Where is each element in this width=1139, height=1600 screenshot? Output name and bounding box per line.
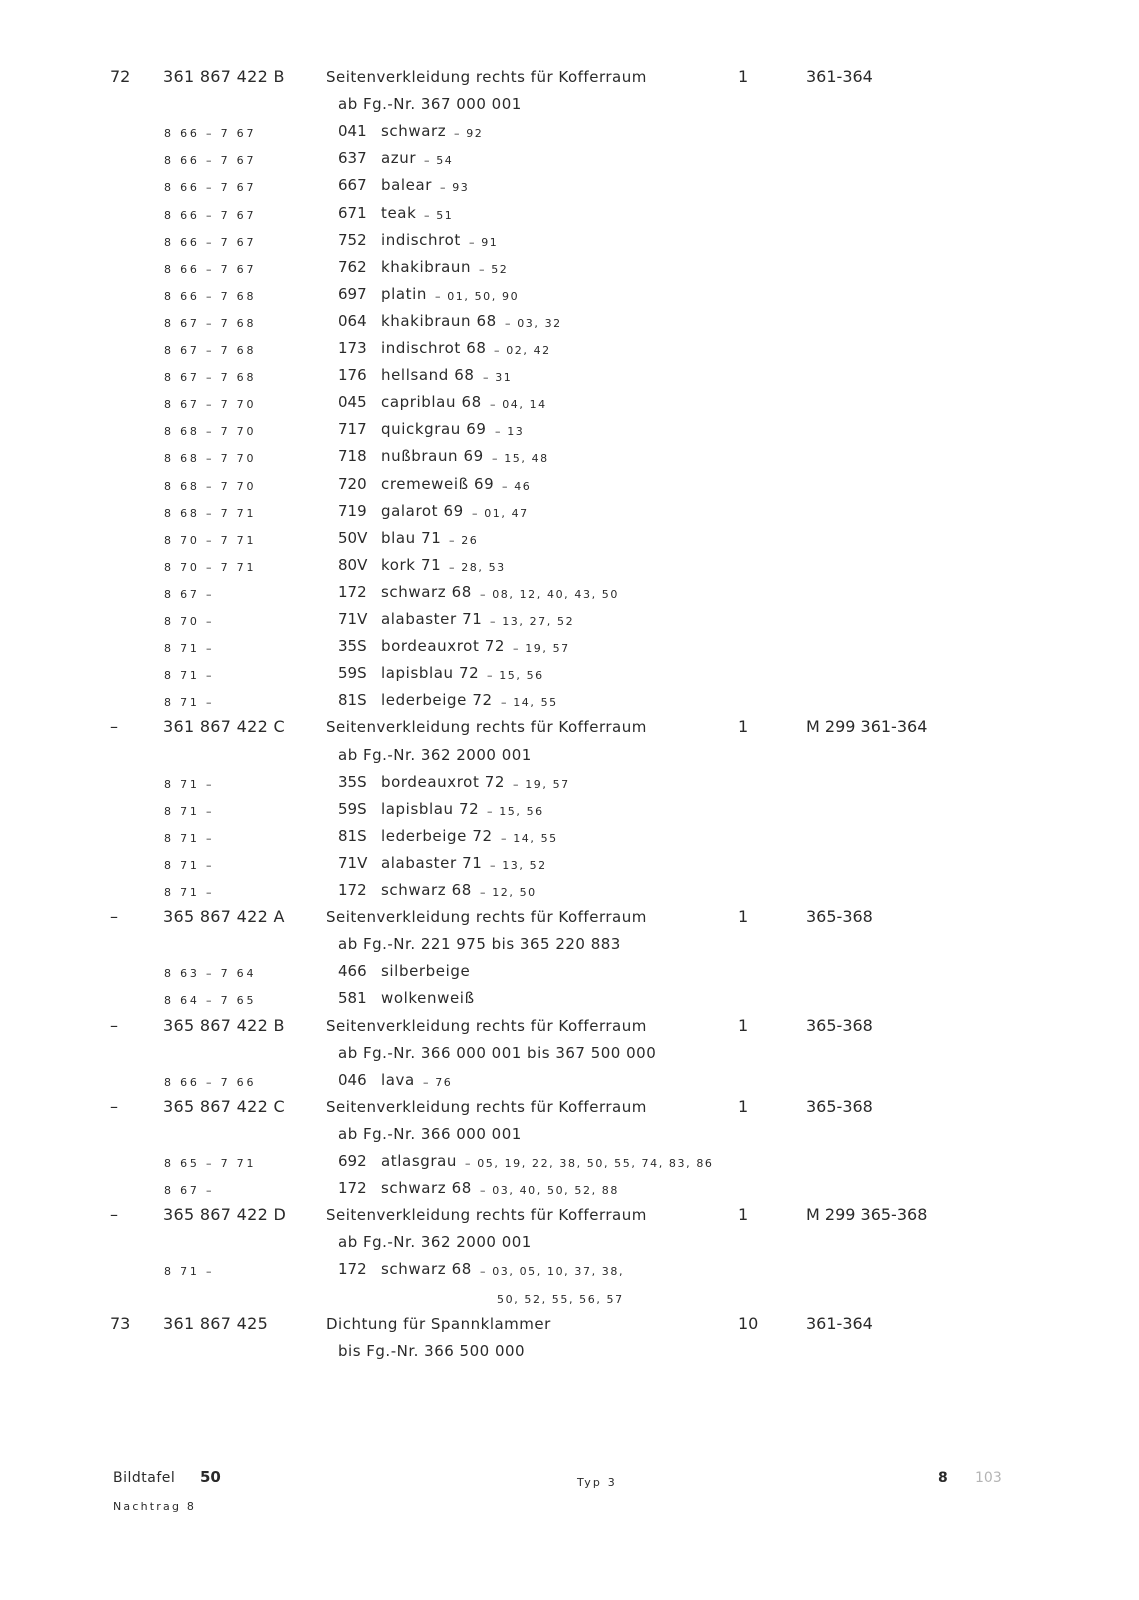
color-variant-row bbox=[0, 609, 1139, 636]
color-note: – 93 bbox=[440, 181, 470, 195]
chassis-range: ab Fg.-Nr. 366 000 001 bis 367 500 000 bbox=[338, 1043, 657, 1062]
illustration-number: – bbox=[110, 1205, 118, 1225]
color-variant-row bbox=[0, 690, 1139, 717]
color-variant-row bbox=[0, 988, 1139, 1015]
production-date-range: 8 67 – 7 68 bbox=[164, 316, 257, 330]
color-name: schwarz 68 bbox=[381, 881, 472, 899]
color-variant-row bbox=[0, 1151, 1139, 1178]
part-number: 365 867 422 D bbox=[163, 1205, 287, 1225]
supplement-number: 8 bbox=[938, 1470, 948, 1486]
color-name: silberbeige bbox=[381, 962, 471, 981]
color-code: 718 bbox=[338, 447, 367, 466]
color-name: lapisblau 72 bbox=[381, 799, 480, 818]
plate-number: 50 bbox=[200, 1468, 221, 1486]
color-variant-row bbox=[0, 148, 1139, 175]
part-description: Seitenverkleidung rechts für Kofferraum bbox=[326, 718, 647, 737]
production-date-range: 8 67 – 7 68 bbox=[164, 344, 257, 357]
color-name: lederbeige 72 bbox=[381, 826, 493, 845]
color-note-continuation: 50, 52, 55, 56, 57 bbox=[497, 1292, 624, 1306]
production-date-range: 8 68 – 7 70 bbox=[164, 452, 257, 466]
color-code: 719 bbox=[338, 501, 367, 520]
continuation-row bbox=[0, 1287, 1139, 1314]
color-variant-row bbox=[0, 121, 1139, 148]
color-note: – 13, 27, 52 bbox=[490, 615, 575, 628]
color-code: 35S bbox=[338, 637, 367, 656]
production-date-range: 8 66 – 7 67 bbox=[164, 154, 257, 168]
model-applicability: 365-368 bbox=[806, 1015, 873, 1035]
color-name: teak bbox=[381, 203, 417, 222]
color-variant-row bbox=[0, 1259, 1139, 1286]
chassis-range: ab Fg.-Nr. 221 975 bis 365 220 883 bbox=[338, 935, 621, 954]
part-row bbox=[0, 1016, 1139, 1043]
production-date-range: 8 67 – bbox=[164, 587, 215, 601]
chassis-range: bis Fg.-Nr. 366 500 000 bbox=[338, 1341, 526, 1360]
color-note: – 54 bbox=[424, 154, 454, 168]
color-code: 81S bbox=[338, 826, 367, 845]
chassis-range: ab Fg.-Nr. 366 000 001 bbox=[338, 1124, 522, 1143]
color-code: 59S bbox=[338, 664, 367, 683]
color-code: 637 bbox=[338, 149, 367, 168]
color-code: 045 bbox=[338, 393, 367, 412]
part-number: 361 867 422 B bbox=[163, 67, 285, 86]
production-date-range: 8 71 – bbox=[164, 642, 215, 656]
quantity: 10 bbox=[738, 1313, 759, 1333]
part-row bbox=[0, 1097, 1139, 1124]
color-note: – 13, 52 bbox=[490, 858, 547, 872]
color-note: – 12, 50 bbox=[480, 886, 537, 899]
color-variant-row bbox=[0, 175, 1139, 202]
production-date-range: 8 70 – 7 71 bbox=[164, 560, 257, 574]
color-name: nußbraun 69 bbox=[381, 447, 484, 466]
color-variant-row bbox=[0, 853, 1139, 880]
production-date-range: 8 71 – bbox=[164, 777, 215, 791]
chassis-range-row bbox=[0, 1232, 1139, 1259]
color-name: alabaster 71 bbox=[381, 853, 483, 872]
color-note: – 19, 57 bbox=[513, 777, 570, 791]
part-row bbox=[0, 1314, 1139, 1341]
production-date-range: 8 66 – 7 67 bbox=[164, 262, 257, 276]
color-code: 173 bbox=[338, 339, 367, 357]
production-date-range: 8 68 – 7 71 bbox=[164, 506, 257, 520]
production-date-range: 8 71 – bbox=[164, 831, 215, 845]
color-note: – 91 bbox=[469, 235, 499, 249]
color-variant-row bbox=[0, 826, 1139, 853]
part-number: 365 867 422 B bbox=[163, 1015, 285, 1035]
color-code: 692 bbox=[338, 1152, 367, 1170]
color-code: 35S bbox=[338, 772, 367, 791]
production-date-range: 8 66 – 7 67 bbox=[164, 181, 257, 195]
part-number: 365 867 422 A bbox=[163, 907, 285, 927]
part-description: Seitenverkleidung rechts für Kofferraum bbox=[326, 1016, 647, 1035]
color-code: 752 bbox=[338, 230, 367, 249]
color-code: 041 bbox=[338, 122, 367, 141]
color-name: lederbeige 72 bbox=[381, 691, 493, 710]
color-note: – 31 bbox=[483, 371, 513, 385]
color-note: – 02, 42 bbox=[494, 344, 551, 357]
color-code: 172 bbox=[338, 582, 367, 601]
part-description: Seitenverkleidung rechts für Kofferraum bbox=[326, 68, 647, 86]
color-note: – 05, 19, 22, 38, 50, 55, 74, 83, 86 bbox=[465, 1157, 714, 1170]
production-date-range: 8 65 – 7 71 bbox=[164, 1157, 257, 1170]
production-date-range: 8 66 – 7 68 bbox=[164, 289, 257, 303]
chassis-range-row bbox=[0, 1124, 1139, 1151]
color-code: 762 bbox=[338, 257, 367, 276]
color-variant-row bbox=[0, 582, 1139, 609]
illustration-number: 73 bbox=[110, 1313, 131, 1333]
color-name: schwarz bbox=[381, 122, 447, 141]
color-code: 172 bbox=[338, 1179, 367, 1198]
color-note: – 03, 32 bbox=[505, 316, 562, 330]
color-code: 172 bbox=[338, 1260, 367, 1279]
color-variant-row bbox=[0, 1070, 1139, 1097]
color-variant-row bbox=[0, 528, 1139, 555]
production-date-range: 8 66 – 7 67 bbox=[164, 208, 257, 222]
color-variant-row bbox=[0, 555, 1139, 582]
color-name: indischrot 68 bbox=[381, 339, 487, 357]
chassis-range: ab Fg.-Nr. 362 2000 001 bbox=[338, 745, 532, 764]
color-variant-row bbox=[0, 799, 1139, 826]
part-description: Seitenverkleidung rechts für Kofferraum bbox=[326, 1097, 647, 1116]
color-name: schwarz 68 bbox=[381, 1179, 472, 1198]
illustration-number: – bbox=[110, 1015, 118, 1035]
production-date-range: 8 71 – bbox=[164, 804, 215, 818]
part-number: 365 867 422 C bbox=[163, 1096, 285, 1116]
color-code: 71V bbox=[338, 853, 368, 872]
production-date-range: 8 70 – 7 71 bbox=[164, 533, 257, 547]
color-name: galarot 69 bbox=[381, 501, 464, 520]
color-variant-row bbox=[0, 663, 1139, 690]
color-code: 667 bbox=[338, 176, 367, 195]
color-code: 697 bbox=[338, 284, 367, 303]
color-code: 71V bbox=[338, 610, 368, 628]
color-code: 59S bbox=[338, 799, 367, 818]
part-description: Seitenverkleidung rechts für Kofferraum bbox=[326, 1206, 647, 1225]
color-name: schwarz 68 bbox=[381, 1260, 472, 1279]
color-variant-row bbox=[0, 961, 1139, 988]
color-name: khakibraun 68 bbox=[381, 311, 497, 330]
model-applicability: 365-368 bbox=[806, 1096, 873, 1116]
production-date-range: 8 63 – 7 64 bbox=[164, 967, 257, 981]
color-name: platin bbox=[381, 284, 428, 303]
page-footer bbox=[0, 1470, 1139, 1530]
page-number: 103 bbox=[975, 1470, 1002, 1486]
color-name: bordeauxrot 72 bbox=[381, 772, 506, 791]
production-date-range: 8 67 – 7 68 bbox=[164, 371, 257, 385]
color-note: – 04, 14 bbox=[490, 398, 547, 412]
color-variant-row bbox=[0, 392, 1139, 419]
color-code: 671 bbox=[338, 203, 367, 222]
model-applicability: M 299 361-364 bbox=[806, 717, 928, 737]
model-applicability: 361-364 bbox=[806, 1313, 873, 1333]
chassis-range: ab Fg.-Nr. 367 000 001 bbox=[338, 95, 522, 114]
production-date-range: 8 71 – bbox=[164, 669, 215, 683]
color-name: capriblau 68 bbox=[381, 393, 482, 412]
color-note: – 19, 57 bbox=[513, 642, 570, 656]
color-code: 466 bbox=[338, 962, 367, 981]
color-code: 717 bbox=[338, 420, 367, 439]
color-variant-row bbox=[0, 636, 1139, 663]
color-note: – 28, 53 bbox=[449, 560, 506, 574]
vehicle-type: Typ 3 bbox=[577, 1476, 617, 1489]
production-date-range: 8 71 – bbox=[164, 1265, 215, 1279]
production-date-range: 8 66 – 7 67 bbox=[164, 127, 257, 141]
color-note: – 52 bbox=[479, 262, 509, 276]
color-note: – 15, 48 bbox=[492, 452, 549, 466]
quantity: 1 bbox=[738, 1015, 749, 1035]
color-note: – 08, 12, 40, 43, 50 bbox=[480, 587, 619, 601]
color-name: quickgrau 69 bbox=[381, 420, 487, 439]
color-note: – 15, 56 bbox=[487, 669, 544, 683]
quantity: 1 bbox=[738, 1096, 749, 1116]
color-variant-row bbox=[0, 230, 1139, 257]
color-note: – 03, 40, 50, 52, 88 bbox=[480, 1184, 619, 1198]
quantity: 1 bbox=[738, 67, 749, 86]
color-code: 50V bbox=[338, 528, 368, 547]
part-number: 361 867 422 C bbox=[163, 717, 285, 737]
quantity: 1 bbox=[738, 717, 749, 737]
color-variant-row bbox=[0, 772, 1139, 799]
color-name: blau 71 bbox=[381, 528, 442, 547]
color-variant-row bbox=[0, 501, 1139, 528]
color-variant-row bbox=[0, 446, 1139, 473]
plate-label: Bildtafel bbox=[113, 1470, 176, 1486]
color-note: – 46 bbox=[502, 479, 532, 493]
illustration-number: – bbox=[110, 1096, 118, 1116]
color-note: – 03, 05, 10, 37, 38, bbox=[480, 1265, 625, 1279]
color-note: – 26 bbox=[449, 533, 479, 547]
part-row bbox=[0, 67, 1139, 94]
color-code: 046 bbox=[338, 1070, 367, 1089]
part-row bbox=[0, 717, 1139, 744]
color-note: – 14, 55 bbox=[501, 831, 558, 845]
production-date-range: 8 68 – 7 70 bbox=[164, 425, 257, 439]
color-name: indischrot bbox=[381, 230, 461, 249]
color-code: 720 bbox=[338, 474, 367, 493]
color-note: – 15, 56 bbox=[487, 804, 544, 818]
illustration-number: 72 bbox=[110, 67, 131, 86]
color-code: 581 bbox=[338, 989, 367, 1008]
model-applicability: 365-368 bbox=[806, 907, 873, 927]
production-date-range: 8 67 – bbox=[164, 1184, 215, 1198]
color-note: – 01, 50, 90 bbox=[435, 289, 520, 303]
color-note: – 14, 55 bbox=[501, 696, 558, 710]
color-code: 81S bbox=[338, 691, 367, 710]
color-code: 172 bbox=[338, 881, 367, 899]
color-variant-row bbox=[0, 338, 1139, 365]
production-date-range: 8 71 – bbox=[164, 696, 215, 710]
production-date-range: 8 67 – 7 70 bbox=[164, 398, 257, 412]
part-row bbox=[0, 1205, 1139, 1232]
color-note: – 13 bbox=[495, 425, 525, 439]
color-variant-row bbox=[0, 880, 1139, 907]
color-name: azur bbox=[381, 149, 417, 168]
color-variant-row bbox=[0, 311, 1139, 338]
production-date-range: 8 70 – bbox=[164, 615, 215, 628]
color-name: cremeweiß 69 bbox=[381, 474, 495, 493]
production-date-range: 8 71 – bbox=[164, 886, 215, 899]
part-number: 361 867 425 bbox=[163, 1313, 269, 1333]
supplement-label: Nachtrag 8 bbox=[113, 1500, 197, 1513]
color-variant-row bbox=[0, 284, 1139, 311]
color-code: 80V bbox=[338, 555, 368, 574]
color-code: 064 bbox=[338, 311, 367, 330]
color-variant-row bbox=[0, 419, 1139, 446]
color-name: schwarz 68 bbox=[381, 582, 472, 601]
chassis-range-row bbox=[0, 934, 1139, 961]
color-variant-row bbox=[0, 203, 1139, 230]
color-name: balear bbox=[381, 176, 433, 195]
chassis-range-row bbox=[0, 1341, 1139, 1368]
color-variant-row bbox=[0, 474, 1139, 501]
color-code: 176 bbox=[338, 366, 367, 385]
illustration-number: – bbox=[110, 717, 118, 737]
color-variant-row bbox=[0, 257, 1139, 284]
color-variant-row bbox=[0, 1178, 1139, 1205]
color-name: atlasgrau bbox=[381, 1152, 458, 1170]
model-applicability: M 299 365-368 bbox=[806, 1205, 928, 1225]
color-variant-row bbox=[0, 365, 1139, 392]
color-name: lava bbox=[381, 1070, 415, 1089]
production-date-range: 8 64 – 7 65 bbox=[164, 994, 257, 1008]
color-name: wolkenweiß bbox=[381, 989, 475, 1008]
production-date-range: 8 68 – 7 70 bbox=[164, 479, 257, 493]
color-note: – 51 bbox=[424, 208, 454, 222]
color-name: hellsand 68 bbox=[381, 366, 475, 385]
color-note: – 01, 47 bbox=[472, 506, 529, 520]
part-row bbox=[0, 907, 1139, 934]
color-name: bordeauxrot 72 bbox=[381, 637, 506, 656]
chassis-range: ab Fg.-Nr. 362 2000 001 bbox=[338, 1233, 532, 1252]
quantity: 1 bbox=[738, 907, 749, 927]
chassis-range-row bbox=[0, 1043, 1139, 1070]
color-name: khakibraun bbox=[381, 257, 472, 276]
quantity: 1 bbox=[738, 1205, 749, 1225]
color-note: – 92 bbox=[454, 127, 484, 141]
chassis-range-row bbox=[0, 745, 1139, 772]
illustration-number: – bbox=[110, 907, 118, 927]
color-name: alabaster 71 bbox=[381, 610, 483, 628]
color-name: lapisblau 72 bbox=[381, 664, 480, 683]
color-note: – 76 bbox=[423, 1075, 453, 1089]
production-date-range: 8 71 – bbox=[164, 858, 215, 872]
part-description: Seitenverkleidung rechts für Kofferraum bbox=[326, 908, 647, 927]
model-applicability: 361-364 bbox=[806, 67, 873, 86]
chassis-range-row bbox=[0, 94, 1139, 121]
production-date-range: 8 66 – 7 67 bbox=[164, 235, 257, 249]
production-date-range: 8 66 – 7 66 bbox=[164, 1075, 257, 1089]
part-description: Dichtung für Spannklammer bbox=[326, 1314, 551, 1333]
color-name: kork 71 bbox=[381, 555, 442, 574]
